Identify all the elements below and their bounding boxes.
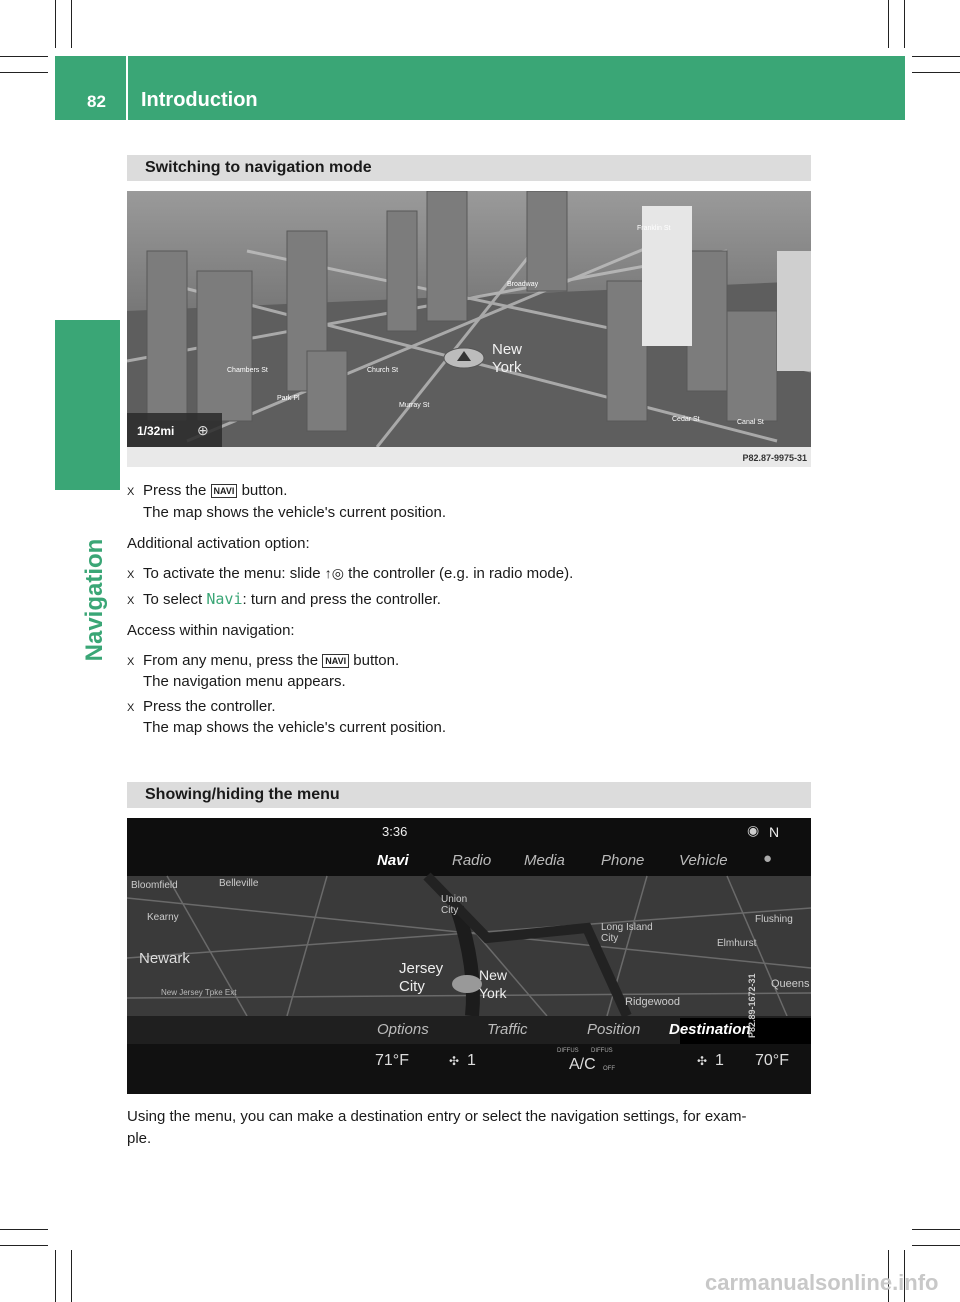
map-city-label: York [492, 359, 522, 376]
side-tab-label-box [75, 500, 115, 700]
map-street-label: Canal St [737, 419, 764, 426]
map-street-label: Cedar St [672, 416, 700, 423]
fan-right-icon: ✣ [697, 1054, 708, 1068]
submenu-traffic[interactable]: Traffic [487, 1021, 528, 1038]
side-tab [55, 320, 120, 490]
crop-mark [912, 1245, 960, 1246]
step-text: button. [353, 652, 400, 669]
fan-left-icon: ✣ [449, 1054, 460, 1068]
map-place-label: Elmhurst [717, 938, 757, 949]
map-3d-figure [127, 191, 811, 467]
compass-heading: N [769, 824, 780, 840]
step-arrow: X [127, 656, 135, 668]
submenu-options[interactable]: Options [377, 1021, 429, 1038]
crop-mark [71, 1250, 72, 1302]
figure-reference-code: P82.89-1672-31 [747, 973, 757, 1038]
paragraph: ple. [127, 1130, 152, 1147]
crop-mark [912, 1229, 960, 1230]
instruction-step [127, 589, 441, 612]
instruction-step [127, 696, 276, 719]
instruction-step [127, 563, 573, 586]
crop-mark [0, 56, 48, 57]
paragraph: Using the menu, you can make a destination entry or select the navigation settings, for exam- [127, 1108, 747, 1125]
section-heading-text: Switching to navigation mode [145, 159, 372, 176]
map-place-label: New Jersey Tpke Ext [161, 988, 237, 997]
map-street-label: Broadway [507, 281, 539, 288]
fan-left-level: 1 [467, 1052, 476, 1069]
map-3d-illustration [127, 191, 811, 467]
step-arrow: X [127, 569, 135, 581]
map-street-label: Chambers St [227, 367, 268, 374]
navi-key-icon: NAVI [211, 484, 238, 498]
menu-item-navi[interactable]: Navi [377, 852, 409, 869]
map-place-label: Ridgewood [625, 996, 681, 1008]
navigation-menu-figure [127, 818, 811, 1094]
navi-menu-item-label: Navi [206, 590, 243, 608]
settings-icon[interactable]: ● [763, 850, 773, 867]
map-street-label: Park Pl [277, 395, 300, 402]
crop-mark [912, 56, 960, 57]
map-place-label: Newark [139, 950, 190, 967]
map-city-label: New [492, 341, 523, 358]
section-heading [127, 782, 811, 808]
page-title: Introduction [141, 89, 258, 111]
section-heading-text: Showing/hiding the menu [145, 786, 340, 803]
crop-mark [0, 1229, 48, 1230]
ac-small-label: DIFFUS [557, 1048, 579, 1054]
paragraph: Additional activation option: [127, 535, 310, 552]
map-place-label: Belleville [219, 878, 259, 889]
map-place-label: Flushing [755, 914, 793, 925]
controller-slide-up-icon: ↑◎ [324, 565, 344, 581]
crop-mark [904, 0, 905, 48]
step-text: Press the [143, 482, 207, 499]
step-text: To activate the menu: slide [143, 565, 325, 582]
page-number: 82 [87, 92, 106, 111]
crop-mark [888, 0, 889, 48]
crop-mark [55, 1250, 56, 1302]
side-tab-label: Navigation [81, 538, 108, 662]
temperature-left: 71°F [375, 1052, 409, 1069]
ac-small-label: DIFFUS [591, 1048, 613, 1054]
submenu-position[interactable]: Position [587, 1021, 641, 1038]
map-place-label: New York [479, 967, 508, 1001]
submenu-destination[interactable]: Destination [669, 1021, 751, 1038]
step-arrow: X [127, 702, 135, 714]
menu-item-radio[interactable]: Radio [452, 852, 492, 869]
step-result: The navigation menu appears. [143, 673, 346, 690]
temperature-right: 70°F [755, 1052, 789, 1069]
map-place-label: Bloomfield [131, 880, 178, 891]
step-arrow: X [127, 486, 135, 498]
step-text: To select [143, 591, 207, 608]
menu-item-media[interactable]: Media [524, 852, 565, 869]
map-street-label: Franklin St [637, 225, 671, 232]
crop-mark [71, 0, 72, 48]
clock: 3:36 [382, 824, 408, 839]
ac-label: A/C [569, 1056, 596, 1073]
map-place-label: Kearny [147, 912, 179, 923]
paragraph: Access within navigation: [127, 622, 295, 639]
compass-icon: ◉ [747, 822, 760, 838]
map-scale-label: 1/32mi [137, 424, 175, 438]
map-place-label: Queens [771, 978, 810, 990]
ac-off-label: OFF [603, 1066, 615, 1072]
page-header [55, 56, 905, 120]
header-divider [126, 56, 128, 120]
crop-mark [0, 72, 48, 73]
instruction-step [127, 480, 287, 503]
compass-icon: ⊕ [197, 422, 209, 438]
crop-mark [912, 72, 960, 73]
step-result: The map shows the vehicle's current position. [143, 504, 447, 521]
instruction-step [127, 650, 399, 673]
figure-reference-code: P82.87-9975-31 [742, 453, 807, 463]
step-text: From any menu, press the [143, 652, 319, 669]
map-place-label: Long Island City [601, 922, 653, 944]
step-arrow: X [127, 595, 135, 607]
fan-right-level: 1 [715, 1052, 724, 1069]
section-heading [127, 155, 811, 181]
map-place-label: Jersey City [399, 960, 444, 995]
map-street-label: Church St [367, 367, 399, 374]
step-text: the controller (e.g. in radio mode). [343, 565, 574, 582]
map-place-label: Union City [441, 894, 468, 916]
navi-key-icon: NAVI [322, 654, 349, 668]
step-text: Press the controller. [143, 698, 276, 715]
menu-item-vehicle[interactable]: Vehicle [679, 852, 728, 869]
crop-mark [0, 1245, 48, 1246]
watermark: carmanualsonline.info [705, 1270, 939, 1295]
step-text: : turn and press the controller. [242, 591, 441, 608]
menu-item-phone[interactable]: Phone [601, 852, 645, 869]
step-result: The map shows the vehicle's current position. [143, 719, 447, 736]
crop-mark [55, 0, 56, 48]
step-text: button. [241, 482, 288, 499]
map-street-label: Murray St [399, 402, 430, 409]
